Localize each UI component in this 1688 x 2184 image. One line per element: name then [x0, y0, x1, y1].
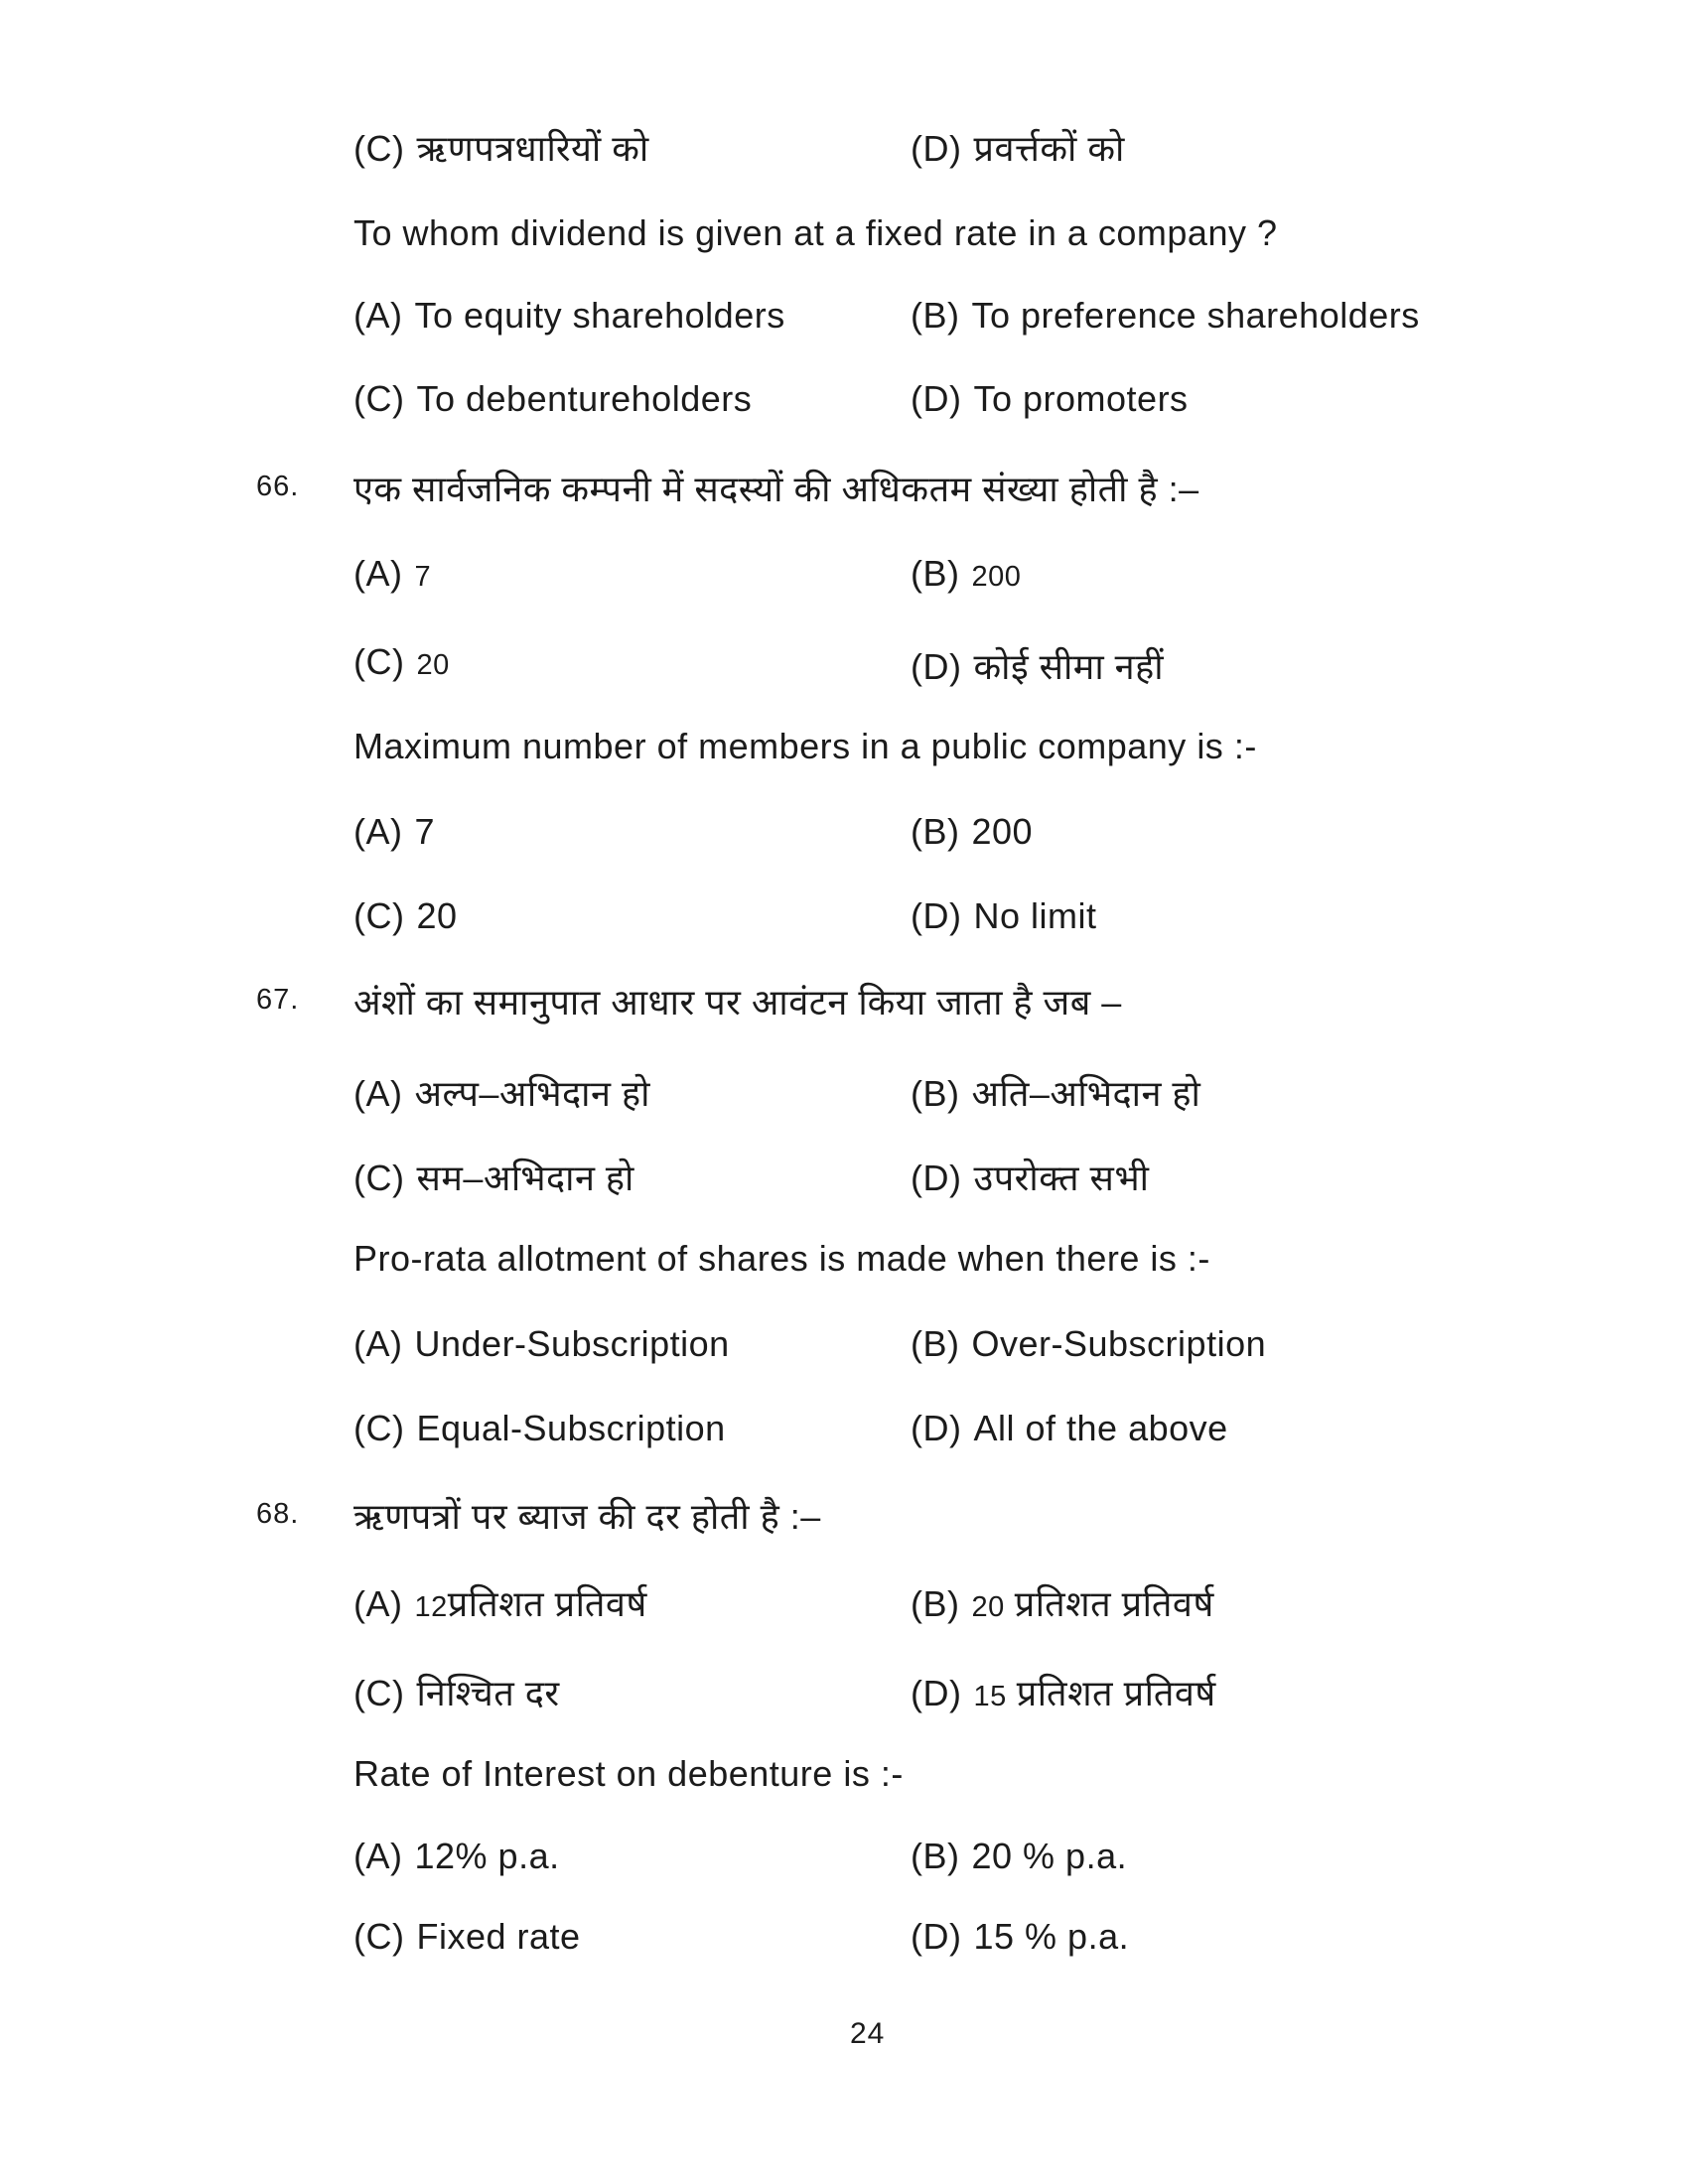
option-text: प्रवर्त्तकों को [973, 128, 1125, 169]
option-text: Equal-Subscription [416, 1408, 726, 1448]
option-label: (A) [353, 553, 403, 594]
q67-english-option-b [911, 1323, 1266, 1365]
q66-english-question-row [0, 726, 1688, 789]
q67-hindi-option-a [353, 1068, 650, 1117]
option-label: (D) [911, 646, 962, 687]
page-number: 24 [850, 2017, 886, 2050]
q68-english-question-row [0, 1753, 1688, 1817]
q66-english-options-cd-row [0, 895, 1688, 959]
option-text: अति–अभिदान हो [971, 1073, 1201, 1114]
q67-english-option-a [353, 1323, 730, 1365]
option-label: (B) [911, 553, 960, 594]
option-text: अल्प–अभिदान हो [414, 1073, 650, 1114]
option-label: (A) [353, 1073, 403, 1114]
option-label: (B) [911, 811, 960, 852]
q66-english-option-c [353, 895, 458, 937]
option-text: 7 [414, 811, 436, 852]
q66-hindi-option-a [353, 553, 441, 595]
q67-english-question-row [0, 1238, 1688, 1301]
q66-hindi-option-b [911, 553, 1031, 595]
q67-english-question: Pro-rata allotment of shares is made when there is :- [353, 1238, 1210, 1279]
option-number: 20 [416, 649, 450, 681]
option-text: Fixed rate [416, 1916, 581, 1957]
option-text: 20 [416, 895, 458, 936]
option-text: Over-Subscription [971, 1323, 1267, 1364]
q66-hindi-option-d [911, 641, 1164, 690]
option-text: To equity shareholders [414, 295, 785, 336]
q67-english-option-d [911, 1408, 1228, 1449]
q66-english-options-ab-row [0, 811, 1688, 875]
q66-english-option-d [911, 895, 1097, 937]
q66-hindi-option-c [353, 641, 460, 683]
option-label: (B) [911, 295, 960, 336]
option-label: (B) [911, 1073, 960, 1114]
q67-hindi-option-c [353, 1153, 634, 1201]
q66-hindi-question: एक सार्वजनिक कम्पनी में सदस्यों की अधिकतम संख्या होती है :– [353, 469, 1199, 509]
option-text: 15 % p.a. [973, 1916, 1130, 1957]
q67-hindi-question: अंशों का समानुपात आधार पर आवंटन किया जाता है जब – [353, 982, 1122, 1023]
option-label: (C) [353, 1408, 405, 1448]
option-text: All of the above [973, 1408, 1228, 1448]
q67-hindi-question-row [0, 977, 1688, 1040]
option-label: (B) [911, 1836, 960, 1876]
option-label: (C) [353, 895, 405, 936]
option-text: No limit [973, 895, 1097, 936]
q65-english-option-d [911, 378, 1189, 420]
q68-english-question: Rate of Interest on debenture is :- [353, 1753, 904, 1794]
q68-hindi-option-a [353, 1578, 647, 1627]
q65-english-option-b [911, 295, 1420, 337]
option-number: 200 [971, 561, 1022, 593]
option-text: Under-Subscription [414, 1323, 730, 1364]
q67-hindi-option-d [911, 1153, 1150, 1201]
q66-english-question: Maximum number of members in a public company is :- [353, 726, 1257, 766]
q66-english-option-a [353, 811, 435, 853]
option-text: उपरोक्त सभी [973, 1158, 1150, 1198]
q68-english-option-b [911, 1836, 1127, 1877]
q66-hindi-options-ab-row [0, 553, 1688, 616]
option-number: 12 [414, 1591, 448, 1623]
option-label: (D) [911, 1158, 962, 1198]
q65-english-options-cd-row [0, 378, 1688, 442]
q66-english-option-b [911, 811, 1033, 853]
option-text: To debentureholders [416, 378, 753, 419]
option-label: (C) [353, 128, 405, 169]
option-text: To preference shareholders [971, 295, 1420, 336]
option-label: (C) [353, 1673, 405, 1713]
question-number-67: 67. [256, 984, 300, 1016]
option-text: To promoters [973, 378, 1189, 419]
option-text: सम–अभिदान हो [416, 1158, 634, 1198]
option-number: 15 [973, 1681, 1007, 1712]
q65-english-option-a [353, 295, 785, 337]
q65-english-options-ab-row [0, 295, 1688, 358]
q68-english-options-cd-row [0, 1916, 1688, 1979]
q68-hindi-options-cd-row [0, 1668, 1688, 1731]
q67-hindi-options-ab-row [0, 1068, 1688, 1132]
option-text: 200 [971, 811, 1034, 852]
q68-english-option-d [911, 1916, 1129, 1958]
q68-english-option-c [353, 1916, 581, 1958]
option-text: 20 % p.a. [971, 1836, 1128, 1876]
option-label: (D) [911, 895, 962, 936]
q68-hindi-option-d [911, 1668, 1216, 1716]
q67-english-option-c [353, 1408, 726, 1449]
q68-hindi-options-ab-row [0, 1578, 1688, 1642]
question-number-68: 68. [256, 1498, 300, 1530]
question-number-66: 66. [256, 471, 300, 502]
option-number: 7 [414, 561, 432, 593]
q67-hindi-option-b [911, 1068, 1200, 1117]
option-label: (A) [353, 295, 403, 336]
option-text: प्रतिशत प्रतिवर्ष [1014, 1583, 1214, 1624]
q67-english-options-cd-row [0, 1408, 1688, 1471]
option-label: (D) [911, 1673, 962, 1713]
q68-hindi-question-row [0, 1491, 1688, 1555]
option-text: ऋणपत्रधारियों को [416, 128, 649, 169]
option-label: (A) [353, 1583, 403, 1624]
q68-hindi-option-c [353, 1668, 560, 1716]
q65-hindi-option-d [911, 123, 1125, 172]
option-label: (C) [353, 1158, 405, 1198]
option-text: निश्चित दर [416, 1673, 560, 1713]
q65-english-question-row [0, 212, 1688, 276]
q65-english-question: To whom dividend is given at a fixed rate in a company ? [353, 212, 1278, 253]
option-label: (D) [911, 1916, 962, 1957]
option-label: (B) [911, 1323, 960, 1364]
option-text: कोई सीमा नहीं [973, 646, 1165, 687]
q65-hindi-options-cd-row [0, 123, 1688, 187]
option-label: (D) [911, 1408, 962, 1448]
option-number: 20 [971, 1591, 1005, 1623]
option-text: प्रतिशत प्रतिवर्ष [1016, 1673, 1216, 1713]
option-label: (D) [911, 128, 962, 169]
option-label: (B) [911, 1583, 960, 1624]
option-label: (D) [911, 378, 962, 419]
q68-english-option-a [353, 1836, 560, 1877]
option-label: (C) [353, 641, 405, 682]
q65-hindi-option-c [353, 123, 649, 172]
option-label: (A) [353, 811, 403, 852]
q65-english-option-c [353, 378, 752, 420]
q68-hindi-question: ऋणपत्रों पर ब्याज की दर होती है :– [353, 1496, 821, 1537]
q66-hindi-options-cd-row [0, 641, 1688, 705]
q66-hindi-question-row [0, 464, 1688, 527]
option-text: 12% p.a. [414, 1836, 560, 1876]
option-text: प्रतिशत प्रतिवर्ष [447, 1583, 647, 1624]
option-label: (C) [353, 378, 405, 419]
q67-english-options-ab-row [0, 1323, 1688, 1387]
q68-hindi-option-b [911, 1578, 1214, 1627]
q67-hindi-options-cd-row [0, 1153, 1688, 1216]
option-label: (A) [353, 1836, 403, 1876]
option-label: (C) [353, 1916, 405, 1957]
option-label: (A) [353, 1323, 403, 1364]
q68-english-options-ab-row [0, 1836, 1688, 1899]
